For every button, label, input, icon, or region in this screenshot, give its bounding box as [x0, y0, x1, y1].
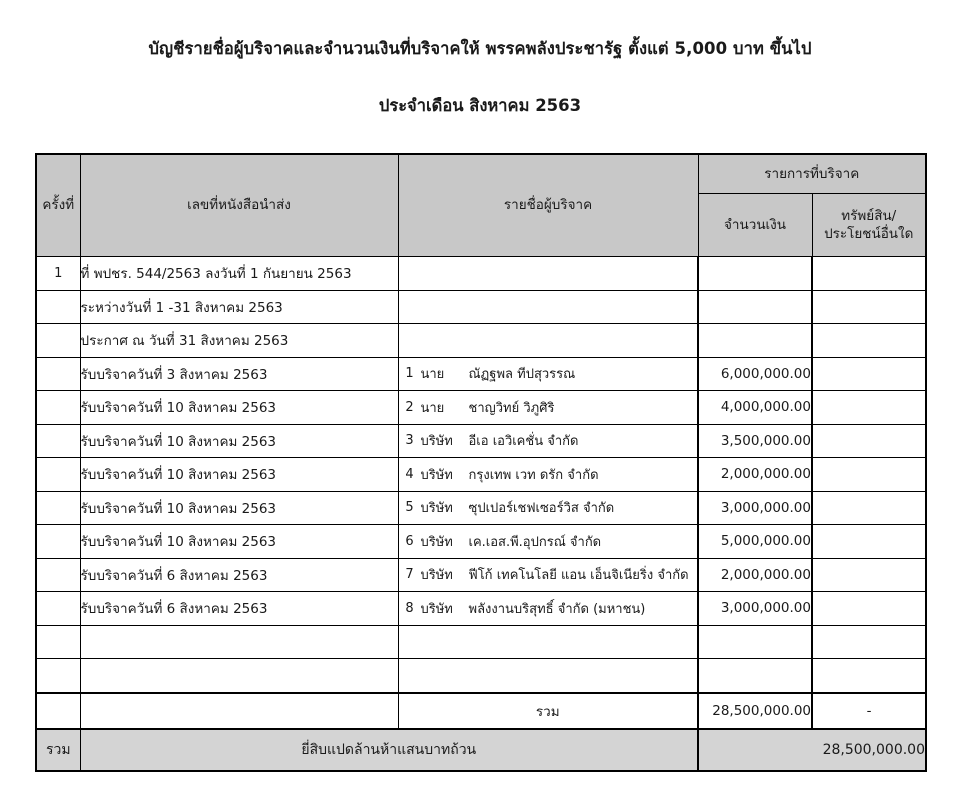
table-row: [36, 592, 926, 626]
donor-line: [399, 430, 698, 451]
donor-name: ฟีโก้ เทคโนโลยี แอน เอ็นจิเนียริ่ง จำกัด: [468, 568, 689, 584]
page-subtitle: ประจำเดือน สิงหาคม 2563: [378, 96, 582, 116]
cell-donor: [398, 257, 698, 291]
table-header: [36, 154, 926, 257]
table-row: [36, 625, 926, 659]
donor-kind: นาย: [420, 367, 445, 383]
donor-index: 2: [405, 399, 414, 415]
cell-donor: [398, 458, 698, 492]
donor-name: ซุปเปอร์เชฟเซอร์วิส จำกัด: [468, 501, 615, 517]
cell-document-number: รับบริจาควันที่ 3 สิงหาคม 2563: [80, 357, 398, 391]
cell-asset: [812, 625, 926, 659]
table-row: [36, 424, 926, 458]
cell-amount: 2,000,000.00: [698, 558, 812, 592]
cell-asset: [812, 324, 926, 358]
cell-amount: 3,000,000.00: [698, 491, 812, 525]
cell-sequence: [36, 458, 80, 492]
cell-sequence: 1: [36, 257, 80, 291]
cell-donor: [398, 659, 698, 693]
donor-kind: บริษัท: [420, 568, 453, 584]
cell-document-number: [80, 625, 398, 659]
donation-table: [35, 153, 927, 772]
cell-donor: [398, 525, 698, 559]
donor-line: [399, 564, 698, 585]
donor-name: พลังงานบริสุทธิ์ จำกัด (มหาชน): [468, 601, 646, 617]
cell-amount: [698, 625, 812, 659]
donor-kind: บริษัท: [420, 434, 453, 450]
cell-amount: 4,000,000.00: [698, 391, 812, 425]
cell-document-number: ระหว่างวันที่ 1 -31 สิงหาคม 2563: [80, 290, 398, 324]
title-block: [0, 0, 960, 117]
donor-line: [399, 397, 698, 418]
cell-asset: [812, 659, 926, 693]
cell-sequence: [36, 357, 80, 391]
cell-document-number: รับบริจาควันที่ 10 สิงหาคม 2563: [80, 491, 398, 525]
cell-donor: [398, 558, 698, 592]
donor-name: อีเอ เอวิเคชั่น จำกัด: [468, 434, 579, 450]
cell-asset: [812, 357, 926, 391]
cell-document-number: ที่ พปชร. 544/2563 ลงวันที่ 1 กันยายน 2563: [80, 257, 398, 291]
grand-total-amount-in-words: ยี่สิบแปดล้านห้าแสนบาทถ้วน: [80, 729, 698, 771]
cell-donor: [398, 324, 698, 358]
cell-asset: [812, 558, 926, 592]
cell-amount: 2,000,000.00: [698, 458, 812, 492]
table-row: [36, 659, 926, 693]
cell-asset: [812, 458, 926, 492]
table-row: [36, 290, 926, 324]
cell-sequence: [36, 324, 80, 358]
column-header-sequence: ครั้งที่: [36, 154, 80, 257]
cell-donor: [398, 290, 698, 324]
donor-index: 7: [405, 567, 414, 583]
donor-name: ณัฏฐพล ทีปสุวรรณ: [468, 367, 576, 383]
subtotal-amount: 28,500,000.00: [698, 693, 812, 729]
cell-amount: [698, 290, 812, 324]
grand-total-amount: 28,500,000.00: [698, 729, 926, 771]
column-header-asset-line2: ประโยชน์อื่นใด: [824, 226, 914, 242]
donor-name: เค.เอส.พี.อุปกรณ์ จำกัด: [468, 534, 602, 550]
cell-asset: [812, 391, 926, 425]
table-row: [36, 458, 926, 492]
cell-sequence: [36, 558, 80, 592]
table-row: [36, 491, 926, 525]
cell-document-number: รับบริจาควันที่ 6 สิงหาคม 2563: [80, 592, 398, 626]
cell-sequence: [36, 491, 80, 525]
column-header-document-number: เลขที่หนังสือนำส่ง: [80, 154, 398, 257]
cell-amount: 5,000,000.00: [698, 525, 812, 559]
cell-sequence: [36, 592, 80, 626]
subtotal-row: [36, 693, 926, 729]
cell-asset: [812, 491, 926, 525]
donor-kind: บริษัท: [420, 467, 453, 483]
donation-table-wrapper: [35, 153, 925, 772]
cell-document-number: รับบริจาควันที่ 10 สิงหาคม 2563: [80, 391, 398, 425]
cell-donor: [398, 357, 698, 391]
cell-asset: [812, 592, 926, 626]
table-row: [36, 525, 926, 559]
cell-document-number: ประกาศ ณ วันที่ 31 สิงหาคม 2563: [80, 324, 398, 358]
donor-line: [399, 598, 698, 619]
table-row: [36, 257, 926, 291]
cell-donor: [398, 391, 698, 425]
cell-amount: 3,500,000.00: [698, 424, 812, 458]
cell-sequence: [36, 625, 80, 659]
page-title: บัญชีรายชื่อผู้บริจาคและจำนวนเงินที่บริจาคให้ พรรคพลังประชารัฐ ตั้งแต่ 5,000 บาท ขึ้นไป: [148, 39, 812, 58]
donor-index: 6: [405, 533, 414, 549]
grand-total-label: รวม: [36, 729, 80, 771]
header-row-top: [36, 154, 926, 194]
donor-kind: นาย: [420, 400, 445, 416]
cell-donor: [398, 491, 698, 525]
cell-donor: [398, 592, 698, 626]
cell-sequence: [36, 290, 80, 324]
subtotal-asset: -: [812, 693, 926, 729]
table-row: [36, 558, 926, 592]
cell-document-number: [80, 659, 398, 693]
cell-amount: 6,000,000.00: [698, 357, 812, 391]
donor-index: 8: [405, 600, 414, 616]
cell-document-number: รับบริจาควันที่ 10 สิงหาคม 2563: [80, 424, 398, 458]
table-row: [36, 391, 926, 425]
column-header-donation-group: รายการที่บริจาค: [698, 154, 926, 194]
donor-index: 1: [405, 366, 414, 382]
table-footer: [36, 693, 926, 771]
column-header-amount: จำนวนเงิน: [698, 194, 812, 257]
cell-donor: [398, 625, 698, 659]
donor-kind: บริษัท: [420, 601, 453, 617]
cell-asset: [812, 424, 926, 458]
cell-asset: [812, 257, 926, 291]
cell-sequence: [36, 525, 80, 559]
cell-sequence: [36, 391, 80, 425]
cell-sequence: [36, 659, 80, 693]
cell-document-number: รับบริจาควันที่ 6 สิงหาคม 2563: [80, 558, 398, 592]
donor-name: กรุงเทพ เวท ดรัก จำกัด: [468, 467, 599, 483]
donor-index: 5: [405, 500, 414, 516]
table-row: [36, 357, 926, 391]
cell-amount: [698, 659, 812, 693]
donor-index: 3: [405, 433, 414, 449]
cell-amount: [698, 257, 812, 291]
donor-line: [399, 497, 698, 518]
subtotal-label: รวม: [398, 693, 698, 729]
cell-sequence: [36, 424, 80, 458]
subtotal-seq-blank: [36, 693, 80, 729]
table-body: [36, 257, 926, 693]
cell-asset: [812, 290, 926, 324]
donor-line: [399, 363, 698, 384]
donor-kind: บริษัท: [420, 534, 453, 550]
donor-line: [399, 464, 698, 485]
column-header-donor-list: รายชื่อผู้บริจาค: [398, 154, 698, 257]
cell-asset: [812, 525, 926, 559]
table-row: [36, 324, 926, 358]
cell-donor: [398, 424, 698, 458]
cell-document-number: รับบริจาควันที่ 10 สิงหาคม 2563: [80, 458, 398, 492]
column-header-asset-line1: ทรัพย์สิน/: [841, 207, 897, 224]
donor-index: 4: [405, 466, 414, 482]
cell-amount: [698, 324, 812, 358]
cell-amount: 3,000,000.00: [698, 592, 812, 626]
donor-line: [399, 531, 698, 552]
donor-kind: บริษัท: [420, 501, 453, 517]
subtotal-doc-blank: [80, 693, 398, 729]
grand-total-row: [36, 729, 926, 771]
donor-name: ชาญวิทย์ วิภูศิริ: [468, 400, 555, 416]
column-header-asset: [812, 194, 926, 257]
cell-document-number: รับบริจาควันที่ 10 สิงหาคม 2563: [80, 525, 398, 559]
